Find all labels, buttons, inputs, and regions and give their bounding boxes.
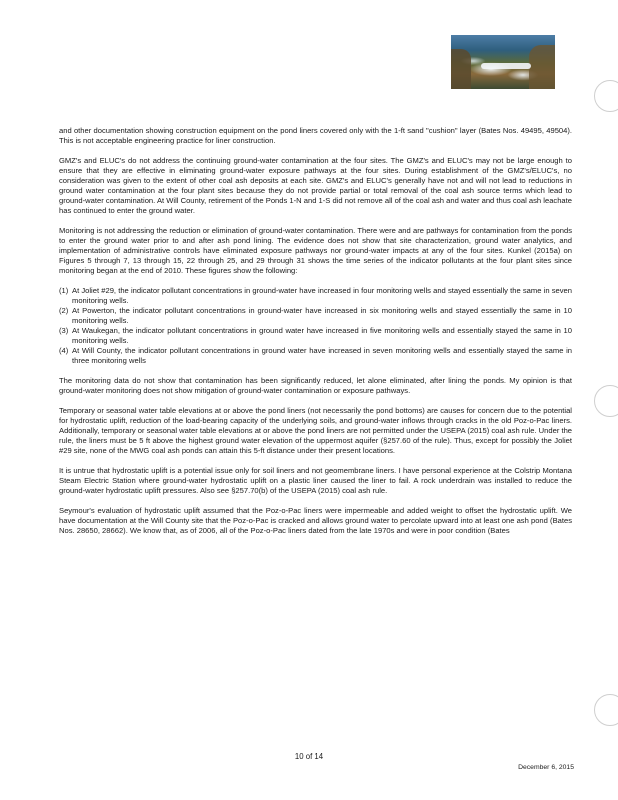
body-text xyxy=(59,126,572,546)
photo-water-foam xyxy=(481,63,531,69)
list-marker: (2) xyxy=(59,306,69,315)
paragraph: The monitoring data do not show that contamination has been significantly reduced, let alone eliminated, after lining the ponds. My opinion is that ground-water monitoring does not show mitigation of ground-water contamination or exposure pathways. xyxy=(59,376,572,395)
findings-list xyxy=(59,286,572,366)
list-marker: (3) xyxy=(59,326,69,335)
list-marker: (4) xyxy=(59,346,69,355)
footer-date: December 6, 2015 xyxy=(518,764,574,771)
paragraph: Seymour's evaluation of hydrostatic uplift assumed that the Poz-o-Pac liners were impermeable and added weight to offset the hydrostatic uplift. We have documentation at the Will County site that the Poz-o-Pac is cracked and allows ground water to percolate upward into at least one ash pond (Bates Nos. 28650, 28662). We know that, as of 2006, all of the Poz-o-Pac liners dated from the late 1970s and were in poor condition (Bates xyxy=(59,506,572,535)
list-marker: (1) xyxy=(59,286,69,295)
list-item xyxy=(59,326,572,346)
paragraph: Monitoring is not addressing the reduction or elimination of ground-water contamination. There were and are pathways for contamination from the ponds to enter the ground water prior to and after ash pond lining. The evidence does not show that site characterization, ground water analytics, and implementation of administrative controls have eliminated exposure pathways nor ground-water impacts at any of the four sites. Kunkel (2015a) on Figures 5 through 7, 13 through 15, 22 through 25, and 29 through 31 shows the time series of the indicator pollutants at the four plant sites since monitoring began at the end of 2010. These figures show the following: xyxy=(59,226,572,275)
paragraph: It is untrue that hydrostatic uplift is a potential issue only for soil liners and not geomembrane liners. I have personal experience at the Colstrip Montana Steam Electric Station where ground-water hydrostatic uplift on a plastic liner caused the liner to fail. A rock underdrain was installed to reduce the ground-water hydrostatic uplift pressures. Also see §257.70(b) of the USEPA (2015) coal ash rule. xyxy=(59,466,572,495)
list-item-text: At Powerton, the indicator pollutant concentrations in ground-water have increased in six monitoring wells and stayed essentially the same in 10 monitoring wells. xyxy=(72,306,572,325)
photo-rock-left xyxy=(451,49,471,89)
paragraph: GMZ's and ELUC's do not address the continuing ground-water contamination at the four sites. The GMZ's and ELUC's may not be large enough to ensure that they are effective in eliminating ground-water exposure pathways at the four sites. During establishment of the GMZ's/ELUC's, no consideration was given to the extent of other coal ash deposits at each site. GMZ's and ELUC's generally have not and will not lead to reductions in ground water contamination at the four plant sites because they do not provide partial or total removal of the coal ash source terms which lead to ground-water contamination. At Will County, retirement of the Ponds 1-N and 1-S did not remove all of the coal ash and water and thus coal ash leachate has continued to enter the ground water. xyxy=(59,156,572,215)
list-item xyxy=(59,306,572,326)
list-item-text: At Waukegan, the indicator pollutant concentrations in ground water have increased in five monitoring wells and essentially stayed the same in 10 monitoring wells. xyxy=(72,326,572,345)
page-number: 10 of 14 xyxy=(294,752,324,761)
binder-hole-icon xyxy=(594,694,618,726)
list-item-text: At Joliet #29, the indicator pollutant concentrations in ground-water have increased in four monitoring wells and stayed essentially the same in seven monitoring wells. xyxy=(72,286,572,305)
binder-hole-icon xyxy=(594,385,618,417)
list-item xyxy=(59,346,572,366)
list-item xyxy=(59,286,572,306)
photo-rock-right xyxy=(529,45,555,89)
list-item-text: At Will County, the indicator pollutant concentrations in ground water have increased in seven monitoring wells and essentially stayed the same in three monitoring wells xyxy=(72,346,572,365)
binder-hole-icon xyxy=(594,80,618,112)
paragraph: Temporary or seasonal water table elevations at or above the pond liners (not necessarily the pond bottoms) are causes for concern due to the potential for hydrostatic uplift, reduction of the load-bearing capacity of the underlying soils, and ground-water inflows through cracks in the old Poz-o-Pac liners. Additionally, temporary or seasonal water table elevations at or above the pond liners are not permitted under the USEPA (2015) coal ash rule. Under the rule, the liners must be 5 ft above the highest ground water elevation of the uppermost aquifer (§257.60 of the rule). Thus, except for possibly the Joliet #29 site, none of the MWG coal ash ponds can attain this 5-ft distance under their present locations. xyxy=(59,406,573,455)
paragraph: and other documentation showing construction equipment on the pond liners covered only with the 1-ft sand "cushion" layer (Bates Nos. 49495, 49504). This is not acceptable engineering practice for liner construction. xyxy=(59,126,572,145)
waterfall-photo-icon xyxy=(451,35,555,89)
